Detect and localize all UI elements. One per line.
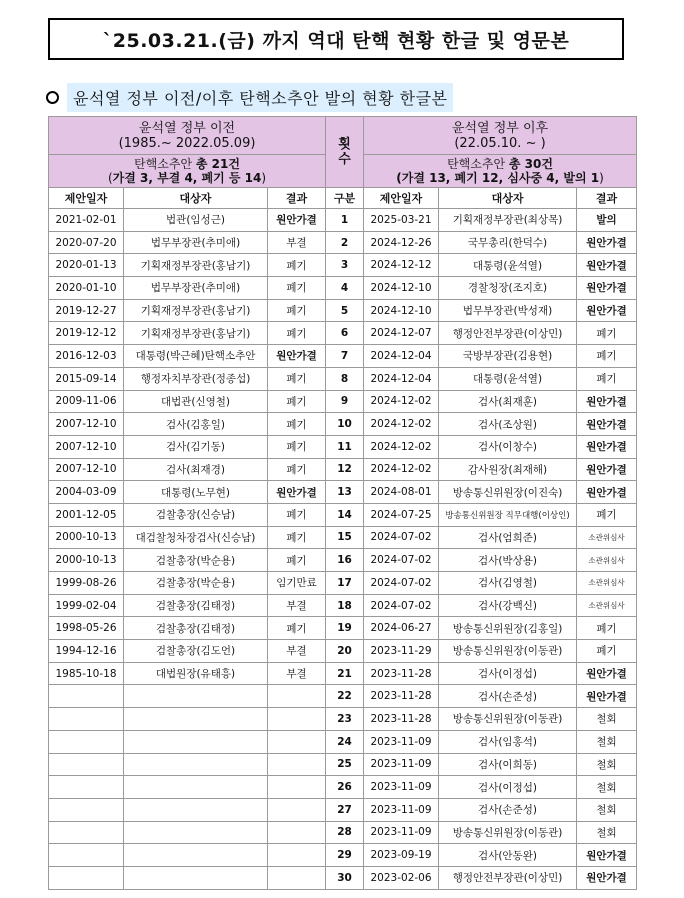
before-target (124, 844, 268, 867)
before-result: 폐기 (268, 526, 326, 549)
before-target: 검찰총장(김태정) (124, 617, 268, 640)
before-target (124, 685, 268, 708)
after-date: 2024-12-07 (364, 322, 439, 345)
before-result: 폐기 (268, 617, 326, 640)
row-number: 27 (326, 798, 364, 821)
after-result: 폐기 (577, 322, 637, 345)
after-result: 원안가결 (577, 458, 637, 481)
after-target: 방송통신위원장(이동관) (439, 640, 577, 663)
before-result: 임기만료 (268, 572, 326, 595)
before-date: 2015-09-14 (49, 367, 124, 390)
table-row (49, 458, 637, 481)
table-row (49, 708, 637, 731)
before-target: 대법원장(유태흥) (124, 662, 268, 685)
after-result: 철회 (577, 753, 637, 776)
before-date: 2000-10-13 (49, 526, 124, 549)
before-target (124, 821, 268, 844)
col-date-after: 제안일자 (364, 188, 439, 209)
table-row (49, 776, 637, 799)
after-date: 2024-12-12 (364, 254, 439, 277)
row-number: 17 (326, 572, 364, 595)
after-result: 소관위심사 (577, 526, 637, 549)
col-target-before: 대상자 (124, 188, 268, 209)
after-date: 2024-12-10 (364, 277, 439, 300)
before-date (49, 844, 124, 867)
after-target: 방송통신위원장 직무대행(이상인) (439, 503, 577, 526)
after-result: 원안가결 (577, 231, 637, 254)
after-result: 철회 (577, 798, 637, 821)
before-date (49, 776, 124, 799)
row-number: 22 (326, 685, 364, 708)
after-date: 2024-12-26 (364, 231, 439, 254)
before-date: 1999-02-04 (49, 594, 124, 617)
before-result: 폐기 (268, 277, 326, 300)
after-target: 검사(이창수) (439, 435, 577, 458)
col-date-before: 제안일자 (49, 188, 124, 209)
before-date: 2001-12-05 (49, 503, 124, 526)
impeachment-table (48, 116, 637, 890)
after-target: 검사(엄희준) (439, 526, 577, 549)
after-result: 폐기 (577, 617, 637, 640)
after-result: 발의 (577, 209, 637, 232)
before-result (268, 866, 326, 889)
row-number: 19 (326, 617, 364, 640)
table-row (49, 209, 637, 232)
after-date: 2024-12-02 (364, 413, 439, 436)
after-target: 감사원장(최재해) (439, 458, 577, 481)
before-result: 원안가결 (268, 345, 326, 368)
before-date: 2000-10-13 (49, 549, 124, 572)
before-target: 검찰총장(신승남) (124, 503, 268, 526)
row-number: 23 (326, 708, 364, 731)
table-row (49, 322, 637, 345)
before-target: 검찰총장(박순용) (124, 549, 268, 572)
after-target: 국방부장관(김용현) (439, 345, 577, 368)
after-result: 폐기 (577, 640, 637, 663)
before-target (124, 753, 268, 776)
circle-bullet-icon (46, 91, 59, 104)
before-result: 폐기 (268, 435, 326, 458)
after-target: 검사(이정섭) (439, 776, 577, 799)
table-row (49, 730, 637, 753)
before-target (124, 708, 268, 731)
row-number: 29 (326, 844, 364, 867)
row-number: 10 (326, 413, 364, 436)
before-period-header: 윤석열 정부 이전 (1985.~ 2022.05.09) (49, 117, 326, 155)
after-date: 2025-03-21 (364, 209, 439, 232)
before-target: 법무부장관(추미애) (124, 277, 268, 300)
after-result: 폐기 (577, 367, 637, 390)
after-result: 원안가결 (577, 413, 637, 436)
before-date: 2007-12-10 (49, 458, 124, 481)
row-number: 25 (326, 753, 364, 776)
before-result (268, 708, 326, 731)
after-target: 검사(박상용) (439, 549, 577, 572)
col-target-after: 대상자 (439, 188, 577, 209)
table-row (49, 435, 637, 458)
after-date: 2024-12-02 (364, 435, 439, 458)
after-date: 2024-12-04 (364, 367, 439, 390)
before-target: 대통령(노무현) (124, 481, 268, 504)
table-row (49, 594, 637, 617)
after-target: 방송통신위원장(이동관) (439, 821, 577, 844)
after-target: 검사(조상원) (439, 413, 577, 436)
after-count-header: 탄핵소추안 총 30건 (가결 13, 폐기 12, 심사중 4, 발의 1) (364, 155, 637, 188)
after-result: 원안가결 (577, 844, 637, 867)
table-row (49, 662, 637, 685)
after-date: 2023-11-28 (364, 708, 439, 731)
before-date: 2009-11-06 (49, 390, 124, 413)
after-result: 소관위심사 (577, 594, 637, 617)
before-target: 대법관(신영철) (124, 390, 268, 413)
after-target: 검사(임홍석) (439, 730, 577, 753)
after-date: 2023-11-09 (364, 776, 439, 799)
row-number: 18 (326, 594, 364, 617)
before-result: 폐기 (268, 413, 326, 436)
table-row (49, 299, 637, 322)
before-result: 폐기 (268, 299, 326, 322)
row-number: 6 (326, 322, 364, 345)
before-target: 기획재정부장관(홍남기) (124, 299, 268, 322)
after-date: 2024-12-02 (364, 458, 439, 481)
table-row (49, 277, 637, 300)
table-row (49, 798, 637, 821)
before-date: 1998-05-26 (49, 617, 124, 640)
after-result: 원안가결 (577, 254, 637, 277)
before-date: 2020-07-20 (49, 231, 124, 254)
after-date: 2024-07-25 (364, 503, 439, 526)
times-header: 횟 수 (326, 117, 364, 188)
after-date: 2023-11-09 (364, 821, 439, 844)
before-result (268, 685, 326, 708)
table-row (49, 526, 637, 549)
after-target: 검사(이정섭) (439, 662, 577, 685)
row-number: 2 (326, 231, 364, 254)
after-date: 2023-11-09 (364, 753, 439, 776)
after-target: 검사(손준성) (439, 685, 577, 708)
after-result: 폐기 (577, 345, 637, 368)
before-date: 2004-03-09 (49, 481, 124, 504)
row-number: 8 (326, 367, 364, 390)
document-title: `25.03.21.(금) 까지 역대 탄핵 현황 한글 및 영문본 (48, 18, 624, 60)
before-result (268, 730, 326, 753)
before-date: 1999-08-26 (49, 572, 124, 595)
before-date: 2019-12-27 (49, 299, 124, 322)
after-target: 검사(이희동) (439, 753, 577, 776)
before-date (49, 685, 124, 708)
before-date (49, 866, 124, 889)
after-target: 검사(김영철) (439, 572, 577, 595)
after-date: 2024-06-27 (364, 617, 439, 640)
before-target (124, 798, 268, 821)
before-date: 1994-12-16 (49, 640, 124, 663)
after-date: 2024-07-02 (364, 549, 439, 572)
table-row (49, 549, 637, 572)
row-number: 11 (326, 435, 364, 458)
before-target: 법무부장관(추미애) (124, 231, 268, 254)
before-result (268, 753, 326, 776)
before-result: 부결 (268, 594, 326, 617)
before-result: 폐기 (268, 322, 326, 345)
before-target: 법관(임성근) (124, 209, 268, 232)
before-date: 2016-12-03 (49, 345, 124, 368)
before-date: 2020-01-10 (49, 277, 124, 300)
table-row (49, 254, 637, 277)
before-result: 폐기 (268, 367, 326, 390)
before-count-header: 탄핵소추안 총 21건 (가결 3, 부결 4, 폐기 등 14) (49, 155, 326, 188)
row-number: 5 (326, 299, 364, 322)
table-row (49, 844, 637, 867)
after-result: 폐기 (577, 503, 637, 526)
row-number: 16 (326, 549, 364, 572)
before-target: 기획재정부장관(홍남기) (124, 254, 268, 277)
before-result: 원안가결 (268, 481, 326, 504)
after-date: 2023-11-29 (364, 640, 439, 663)
after-result: 소관위심사 (577, 549, 637, 572)
after-date: 2024-12-02 (364, 390, 439, 413)
after-target: 법무부장관(박성재) (439, 299, 577, 322)
before-result: 폐기 (268, 254, 326, 277)
after-date: 2024-08-01 (364, 481, 439, 504)
before-result (268, 821, 326, 844)
before-date: 1985-10-18 (49, 662, 124, 685)
row-number: 4 (326, 277, 364, 300)
before-result: 폐기 (268, 549, 326, 572)
section-heading (46, 82, 453, 112)
after-target: 검사(손준성) (439, 798, 577, 821)
before-date (49, 730, 124, 753)
before-target: 검사(김홍일) (124, 413, 268, 436)
row-number: 13 (326, 481, 364, 504)
before-result (268, 844, 326, 867)
table-row (49, 390, 637, 413)
table-row (49, 231, 637, 254)
before-target: 검사(최재경) (124, 458, 268, 481)
before-result: 폐기 (268, 458, 326, 481)
after-target: 방송통신위원장(김홍일) (439, 617, 577, 640)
before-date: 2007-12-10 (49, 413, 124, 436)
before-target: 검사(김기동) (124, 435, 268, 458)
after-target: 방송통신위원장(이동관) (439, 708, 577, 731)
before-result (268, 798, 326, 821)
section-title: 윤석열 정부 이전/이후 탄핵소추안 발의 현황 한글본 (67, 83, 453, 112)
before-result: 폐기 (268, 503, 326, 526)
before-target: 기획재정부장관(홍남기) (124, 322, 268, 345)
table-row (49, 753, 637, 776)
before-date: 2021-02-01 (49, 209, 124, 232)
after-date: 2024-12-04 (364, 345, 439, 368)
after-date: 2023-11-09 (364, 730, 439, 753)
after-date: 2023-11-28 (364, 685, 439, 708)
after-date: 2023-09-19 (364, 844, 439, 867)
after-target: 검사(안동완) (439, 844, 577, 867)
row-number: 1 (326, 209, 364, 232)
before-result: 부결 (268, 640, 326, 663)
table-row (49, 481, 637, 504)
row-number: 21 (326, 662, 364, 685)
before-date: 2020-01-13 (49, 254, 124, 277)
before-target (124, 866, 268, 889)
before-target: 행정자치부장관(정종섭) (124, 367, 268, 390)
after-result: 철회 (577, 776, 637, 799)
before-result: 원안가결 (268, 209, 326, 232)
after-target: 대통령(윤석열) (439, 254, 577, 277)
before-result: 폐기 (268, 390, 326, 413)
before-date: 2007-12-10 (49, 435, 124, 458)
row-number: 15 (326, 526, 364, 549)
after-target: 대통령(윤석열) (439, 367, 577, 390)
before-result: 부결 (268, 662, 326, 685)
table-row (49, 413, 637, 436)
after-target: 검사(강백신) (439, 594, 577, 617)
before-date (49, 753, 124, 776)
after-date: 2024-07-02 (364, 526, 439, 549)
table-row (49, 617, 637, 640)
before-target (124, 730, 268, 753)
table-row (49, 572, 637, 595)
before-target (124, 776, 268, 799)
row-number: 30 (326, 866, 364, 889)
after-result: 원안가결 (577, 866, 637, 889)
table-row (49, 367, 637, 390)
before-target: 검찰총장(박순용) (124, 572, 268, 595)
after-result: 원안가결 (577, 662, 637, 685)
table-row (49, 503, 637, 526)
after-result: 원안가결 (577, 390, 637, 413)
after-target: 행정안전부장관(이상민) (439, 866, 577, 889)
row-number: 12 (326, 458, 364, 481)
col-result-before: 결과 (268, 188, 326, 209)
after-target: 검사(최재훈) (439, 390, 577, 413)
after-period-header: 윤석열 정부 이후 (22.05.10. ~ ) (364, 117, 637, 155)
table-row (49, 345, 637, 368)
before-date (49, 708, 124, 731)
col-result-after: 결과 (577, 188, 637, 209)
after-result: 철회 (577, 821, 637, 844)
after-target: 국무총리(한덕수) (439, 231, 577, 254)
after-result: 철회 (577, 708, 637, 731)
row-number: 9 (326, 390, 364, 413)
after-date: 2023-11-09 (364, 798, 439, 821)
row-number: 20 (326, 640, 364, 663)
row-number: 28 (326, 821, 364, 844)
after-target: 경찰청장(조지호) (439, 277, 577, 300)
row-number: 3 (326, 254, 364, 277)
before-target: 검찰총장(김태정) (124, 594, 268, 617)
after-date: 2023-11-28 (364, 662, 439, 685)
before-target: 대검찰청차장검사(신승남) (124, 526, 268, 549)
row-number: 14 (326, 503, 364, 526)
after-target: 행정안전부장관(이상민) (439, 322, 577, 345)
row-number: 26 (326, 776, 364, 799)
table-row (49, 685, 637, 708)
before-target: 검찰총장(김도언) (124, 640, 268, 663)
before-result (268, 776, 326, 799)
after-target: 방송통신위원장(이진숙) (439, 481, 577, 504)
after-target: 기획재정부장관(최상목) (439, 209, 577, 232)
before-date (49, 821, 124, 844)
after-date: 2023-02-06 (364, 866, 439, 889)
before-date (49, 798, 124, 821)
after-result: 철회 (577, 730, 637, 753)
after-result: 원안가결 (577, 685, 637, 708)
table-row (49, 640, 637, 663)
before-target: 대통령(박근혜)탄핵소추안 (124, 345, 268, 368)
after-result: 원안가결 (577, 481, 637, 504)
before-date: 2019-12-12 (49, 322, 124, 345)
after-date: 2024-12-10 (364, 299, 439, 322)
after-result: 소관위심사 (577, 572, 637, 595)
after-result: 원안가결 (577, 435, 637, 458)
after-date: 2024-07-02 (364, 572, 439, 595)
table-row (49, 821, 637, 844)
row-number: 24 (326, 730, 364, 753)
after-result: 원안가결 (577, 277, 637, 300)
row-number: 7 (326, 345, 364, 368)
before-result: 부결 (268, 231, 326, 254)
after-date: 2024-07-02 (364, 594, 439, 617)
col-no: 구분 (326, 188, 364, 209)
after-result: 원안가결 (577, 299, 637, 322)
table-row (49, 866, 637, 889)
